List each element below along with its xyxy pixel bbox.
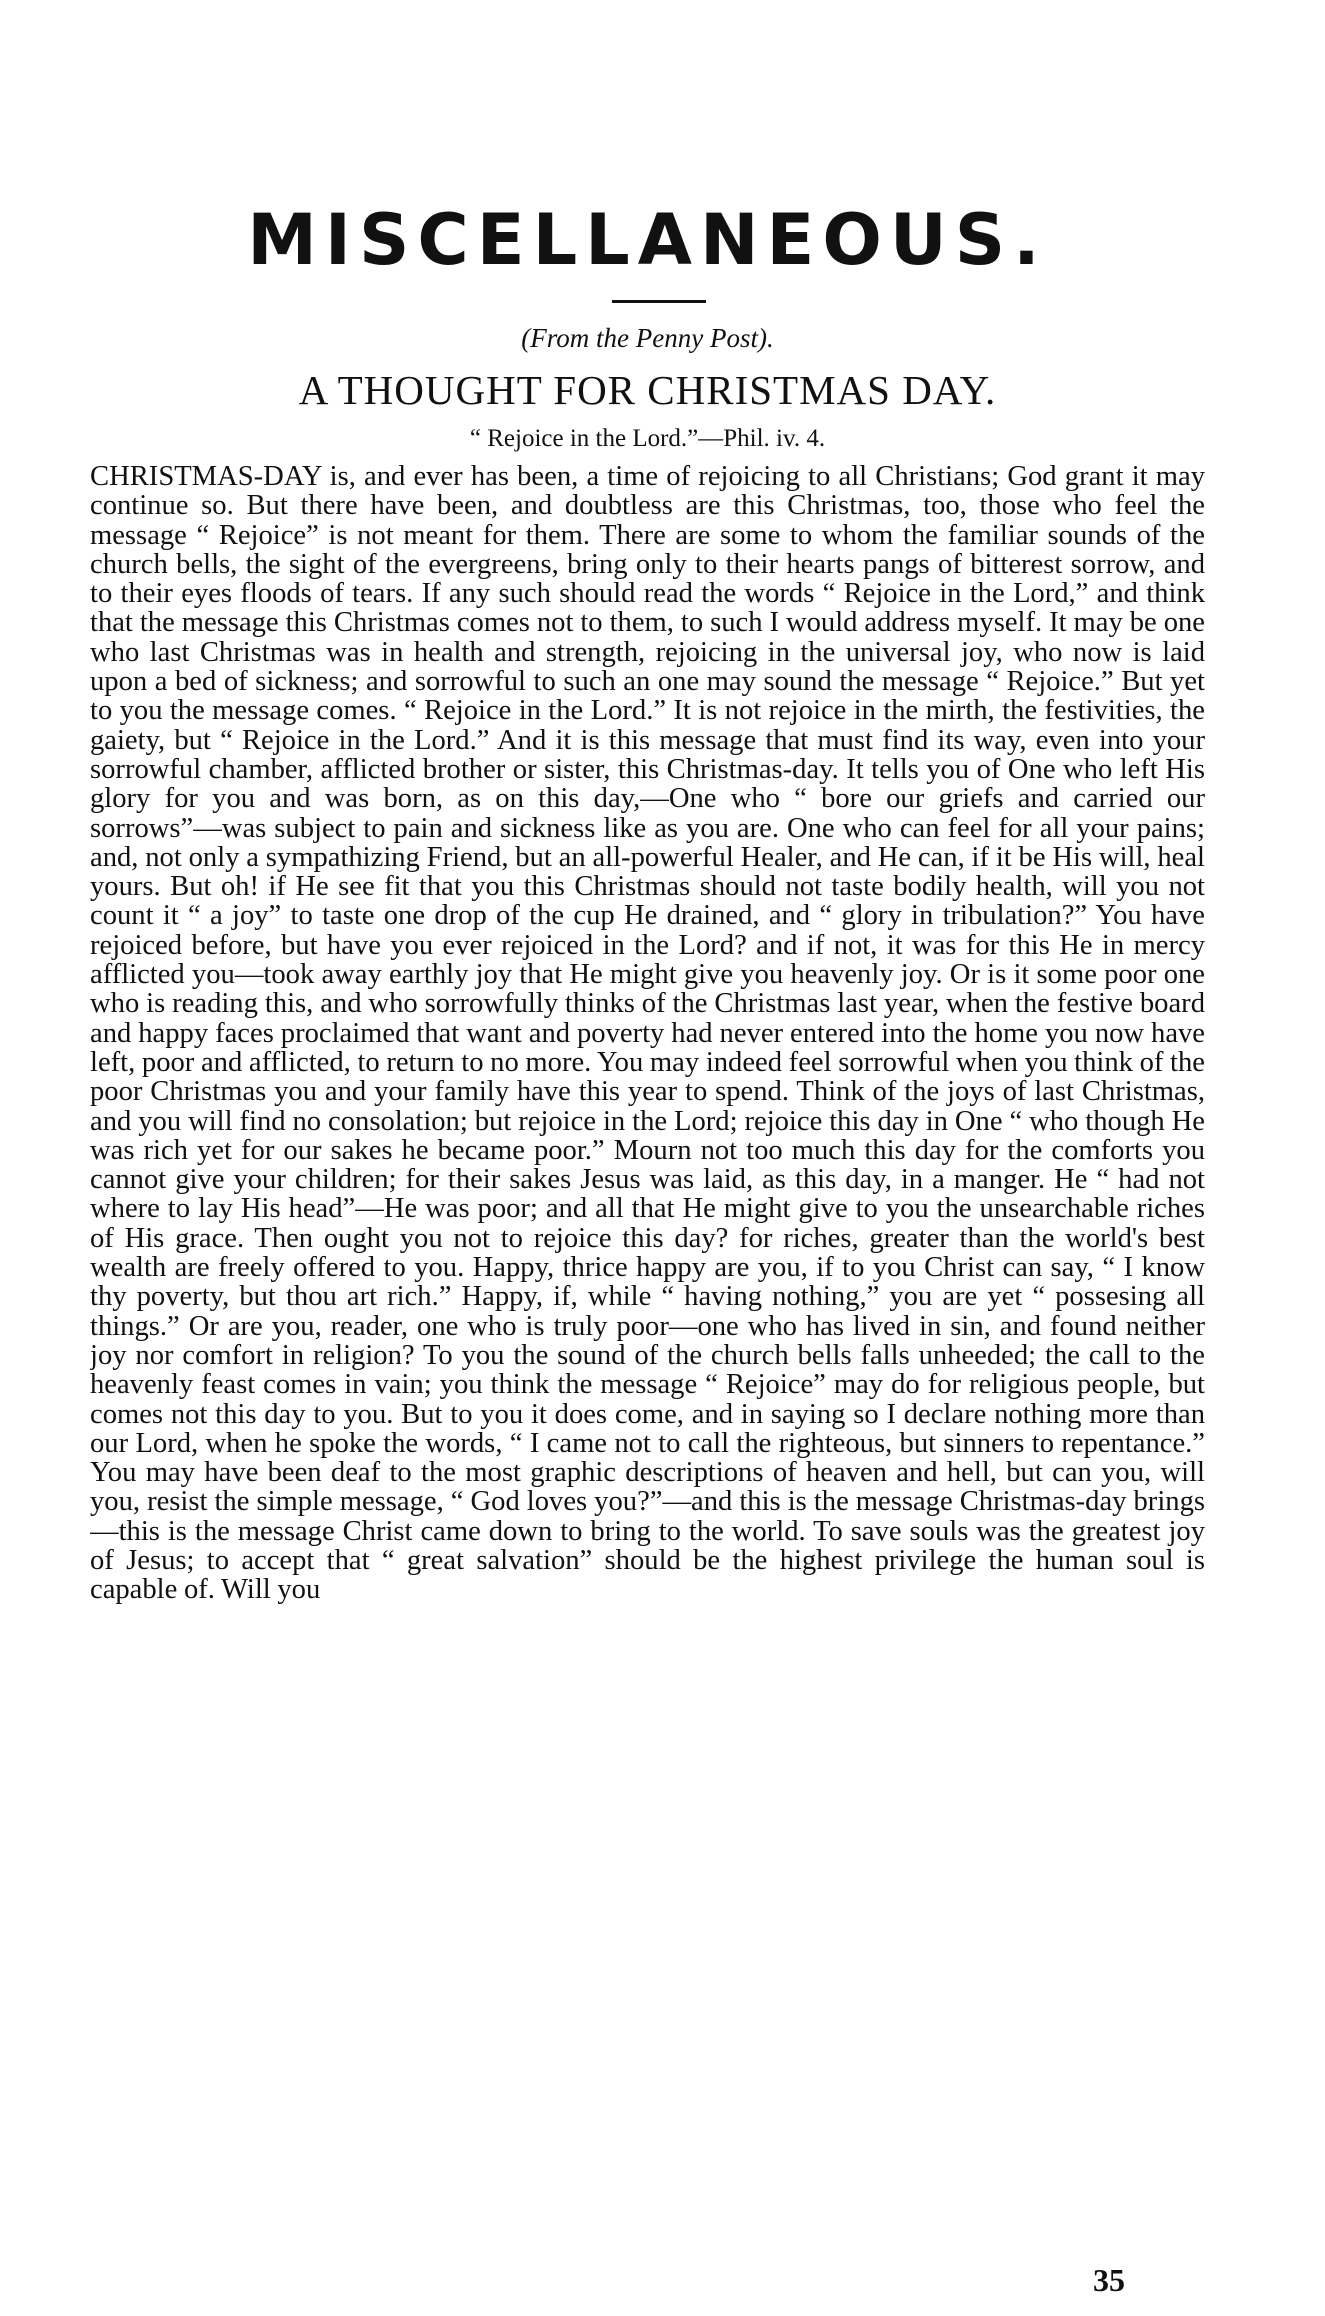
article-title: A THOUGHT FOR CHRISTMAS DAY. — [298, 367, 997, 413]
article-body: CHRISTMAS-DAY is, and ever has been, a time of rejoicing to all Christians; God grant it may continue so. But there have been, and doubtless are this Christmas, too, those who feel the message “ Rejoice” is not meant for them. There are some to whom the familiar sounds of the church bells, the sight of the evergreens, bring only to their hearts pangs of bitterest sorrow, and to their eyes floods of tears. If any such should read the words “ Rejoice in the Lord,” and think that the message this Christmas comes not to them, to such I would address myself. It may be one who last Christmas was in health and strength, rejoicing in the universal joy, who now is laid upon a bed of sickness; and sorrowful to such an one may sound the message “ Rejoice.” But yet to you the message comes. “ Rejoice in the Lord.” It is not rejoice in the mirth, the festivities, the gaiety, but “ Rejoice in the Lord.” And it is this message that must find its way, even into your sorrowful chamber, afflicted brother or sister, this Christmas-day. It tells you of One who left His glory for you and was born, as on this day,—One who “ bore our griefs and carried our sorrows”—was subject to pain and sickness like as you are. One who can feel for all your pains; and, not only a sympathizing Friend, but an all-powerful Healer, and He can, if it be His will, heal yours. But oh! if He see fit that you this Christmas should not taste bodily health, will you not count it “ a joy” to taste one drop of the cup He drained, and “ glory in tribulation?” You have rejoiced before, but have you ever rejoiced in the Lord? and if not, it was for this He in mercy afflicted you—took away earthly joy that He might give you heavenly joy. Or is it some poor one who is reading this, and who sorrowfully thinks of the Christmas last year, when the festive board and happy faces proclaimed that want and poverty had never entered into the home you now have left, poor and afflicted, to return to no more. You may indeed feel sorrowful when you think of the poor Christmas you and your family have this year to spend. Think of the joys of last Christmas, and you will find no consolation; but rejoice in the Lord; rejoice this day in One “ who though He was rich yet for our sakes he became poor.” Mourn not too much this day for the comforts you cannot give your children; for their sakes Jesus was laid, as this day, in a manger. He “ had not where to lay His head”—He was poor; and all that He might give to you the unsearchable riches of His grace. Then ought you not to rejoice this day? for riches, greater than the world's best wealth are freely offered to you. Happy, thrice happy are you, if to you Christ can say, “ I know thy poverty, but thou art rich.” Happy, if, while “ having nothing,” you are yet “ possesing all things.” Or are you, reader, one who is truly poor—one who has lived in sin, and found neither joy nor comfort in religion? To you the sound of the church bells falls unheeded; the call to the heavenly feast comes in vain; you think the message “ Rejoice” may do for religious people, but comes not this day to you. But to you it does come, and in saying so I declare nothing more than our Lord, when he spoke the words, “ I came not to call the righteous, but sinners to repentance.” You may have been deaf to the most graphic descriptions of heaven and hell, but can you, will you, resist the simple message, “ God loves you?”—and this is the message Christmas-day brings—this is the message Christ came down to bring to the world. To save souls was the greatest joy of Jesus; to accept that “ great salvation” should be the highest privilege the human soul is capable of. Will you — [90, 462, 1205, 1606]
section-title: MISCELLANEOUS. — [247, 199, 1048, 281]
epigraph: “ Rejoice in the Lord.”—Phil. iv. 4. — [469, 425, 826, 452]
page-number: 35 — [1093, 2262, 1125, 2298]
title-rule — [612, 300, 706, 303]
page — [90, 0, 1205, 2316]
source-line: (From the Penny Post). — [521, 323, 774, 353]
